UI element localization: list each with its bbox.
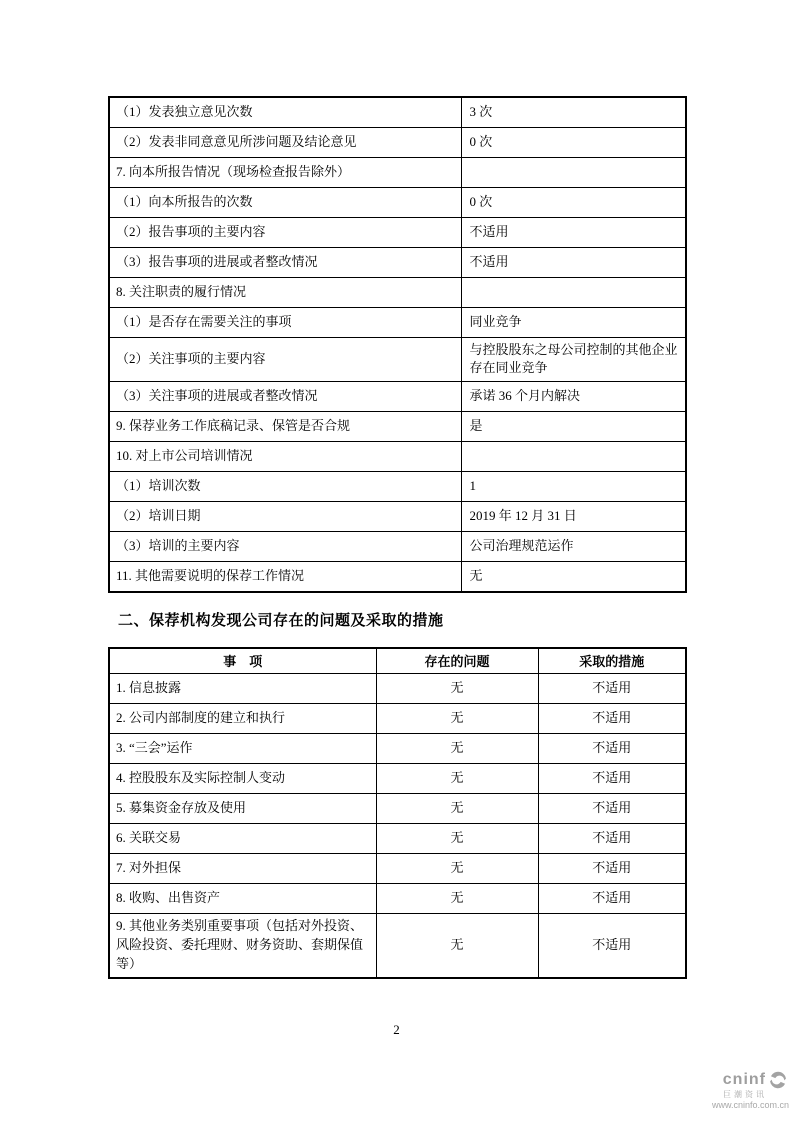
item-cell: 4. 控股股东及实际控制人变动 — [109, 764, 376, 794]
item-label-cell: （1）是否存在需要关注的事项 — [109, 307, 461, 337]
logo-brand-row — [723, 1070, 789, 1090]
item-label-cell: （2）报告事项的主要内容 — [109, 217, 461, 247]
item-cell: 7. 对外担保 — [109, 854, 376, 884]
problem-cell: 无 — [376, 914, 538, 978]
logo-brand-text: cninf — [722, 1071, 766, 1089]
problem-cell: 无 — [376, 794, 538, 824]
item-value-cell: 无 — [461, 562, 686, 592]
problem-cell: 无 — [376, 764, 538, 794]
problem-cell: 无 — [376, 854, 538, 884]
table-row — [109, 502, 686, 532]
item-value-cell: 与控股股东之母公司控制的其他企业存在同业竞争 — [461, 337, 686, 382]
item-cell: 9. 其他业务类别重要事项（包括对外投资、风险投资、委托理财、财务资助、套期保值等） — [109, 914, 376, 978]
logo-chinese-text: 巨潮资讯 — [723, 1090, 767, 1099]
item-label-cell: （2）关注事项的主要内容 — [109, 337, 461, 382]
logo-url-text: www.cninfo.com.cn — [711, 1099, 789, 1110]
table-row — [109, 532, 686, 562]
table-row — [109, 734, 686, 764]
item-label-cell: （1）发表独立意见次数 — [109, 97, 461, 127]
swirl-icon — [767, 1070, 789, 1090]
item-cell: 2. 公司内部制度的建立和执行 — [109, 704, 376, 734]
table-row — [109, 674, 686, 704]
sponsor-work-summary-table — [108, 96, 687, 593]
section-title: 二、保荐机构发现公司存在的问题及采取的措施 — [118, 611, 444, 629]
item-cell: 6. 关联交易 — [109, 824, 376, 854]
item-label-cell: 10. 对上市公司培训情况 — [109, 442, 461, 472]
item-label-cell: （1）向本所报告的次数 — [109, 187, 461, 217]
item-value-cell: 承诺 36 个月内解决 — [461, 382, 686, 412]
table-row — [109, 307, 686, 337]
item-label-cell: （3）培训的主要内容 — [109, 532, 461, 562]
header-problem: 存在的问题 — [376, 648, 538, 674]
table-row — [109, 217, 686, 247]
table-row — [109, 884, 686, 914]
page-number: 2 — [393, 1022, 400, 1037]
item-value-cell: 不适用 — [461, 217, 686, 247]
item-label-cell: （1）培训次数 — [109, 472, 461, 502]
table-row — [109, 157, 686, 187]
table-row — [109, 764, 686, 794]
table-row — [109, 562, 686, 592]
problem-cell: 无 — [376, 734, 538, 764]
problem-cell: 无 — [376, 704, 538, 734]
table-row — [109, 794, 686, 824]
item-label-cell: （2）发表非同意意见所涉问题及结论意见 — [109, 127, 461, 157]
item-value-cell: 0 次 — [461, 127, 686, 157]
item-value-cell: 0 次 — [461, 187, 686, 217]
measure-cell: 不适用 — [538, 854, 686, 884]
table-row — [109, 247, 686, 277]
item-value-cell: 2019 年 12 月 31 日 — [461, 502, 686, 532]
table-row — [109, 412, 686, 442]
item-value-cell: 公司治理规范运作 — [461, 532, 686, 562]
problem-cell: 无 — [376, 674, 538, 704]
problem-cell: 无 — [376, 884, 538, 914]
table-row — [109, 704, 686, 734]
header-item: 事 项 — [109, 648, 376, 674]
item-label-cell: （2）培训日期 — [109, 502, 461, 532]
measure-cell: 不适用 — [538, 884, 686, 914]
table-row — [109, 127, 686, 157]
item-cell: 5. 募集资金存放及使用 — [109, 794, 376, 824]
table-row — [109, 472, 686, 502]
measure-cell: 不适用 — [538, 764, 686, 794]
table-row — [109, 442, 686, 472]
table-row — [109, 824, 686, 854]
item-label-cell: 7. 向本所报告情况（现场检查报告除外） — [109, 157, 461, 187]
table-row — [109, 854, 686, 884]
problem-cell: 无 — [376, 824, 538, 854]
table-row — [109, 97, 686, 127]
table-row — [109, 277, 686, 307]
item-value-cell: 1 — [461, 472, 686, 502]
item-value-cell: 同业竞争 — [461, 307, 686, 337]
item-value-cell: 3 次 — [461, 97, 686, 127]
table-row — [109, 382, 686, 412]
table-row — [109, 914, 686, 978]
measure-cell: 不适用 — [538, 674, 686, 704]
item-label-cell: （3）报告事项的进展或者整改情况 — [109, 247, 461, 277]
item-value-cell: 是 — [461, 412, 686, 442]
item-label-cell: （3）关注事项的进展或者整改情况 — [109, 382, 461, 412]
table-header-row — [109, 648, 686, 674]
table-row — [109, 337, 686, 382]
header-measure: 采取的措施 — [538, 648, 686, 674]
item-label-cell: 8. 关注职责的履行情况 — [109, 277, 461, 307]
measure-cell: 不适用 — [538, 734, 686, 764]
item-cell: 1. 信息披露 — [109, 674, 376, 704]
measure-cell: 不适用 — [538, 794, 686, 824]
measure-cell: 不适用 — [538, 824, 686, 854]
problems-measures-table — [108, 647, 687, 979]
measure-cell: 不适用 — [538, 704, 686, 734]
item-value-cell — [461, 442, 686, 472]
item-label-cell: 11. 其他需要说明的保荐工作情况 — [109, 562, 461, 592]
cninfo-logo — [712, 1070, 789, 1111]
item-label-cell: 9. 保荐业务工作底稿记录、保管是否合规 — [109, 412, 461, 442]
item-cell: 8. 收购、出售资产 — [109, 884, 376, 914]
item-cell: 3. “三会”运作 — [109, 734, 376, 764]
item-value-cell — [461, 277, 686, 307]
item-value-cell: 不适用 — [461, 247, 686, 277]
measure-cell: 不适用 — [538, 914, 686, 978]
item-value-cell — [461, 157, 686, 187]
table-row — [109, 187, 686, 217]
